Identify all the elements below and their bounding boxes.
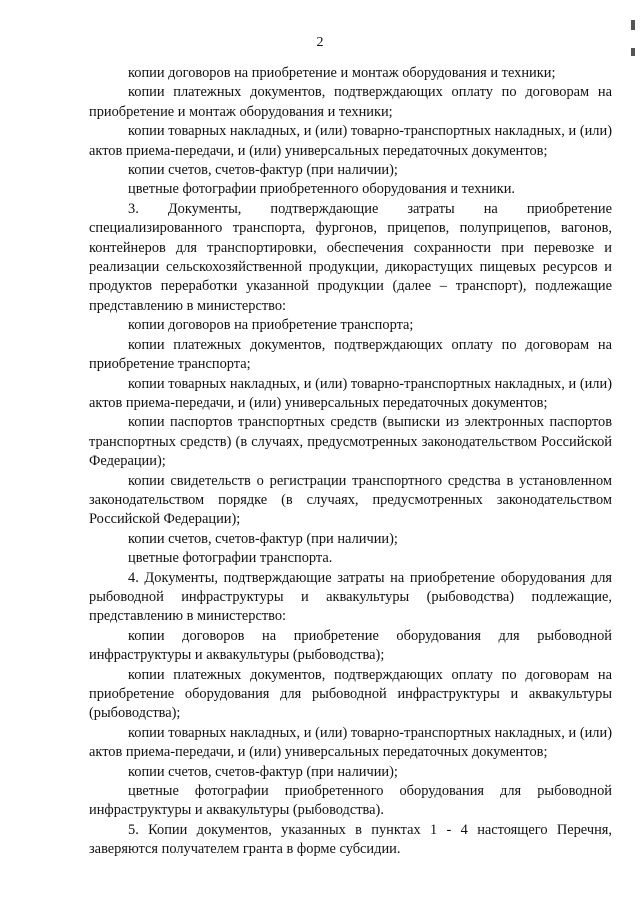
paragraph: цветные фотографии приобретенного оборудования и техники. xyxy=(128,181,515,198)
paragraph: копии счетов, счетов-фактур (при наличии); xyxy=(128,763,398,780)
paragraph: копии товарных накладных, и (или) товарно-транспортных накладных, и (или) актов приема-передачи, и (или) универсальных передаточных документов; xyxy=(89,375,612,411)
paragraph: копии счетов, счетов-фактур (при наличии); xyxy=(128,162,398,179)
paragraph: 4. Документы, подтверждающие затраты на приобретение оборудования для рыбоводной инфраструктуры и аквакультуры (рыбоводства) подлежащие, представлению в министерство: xyxy=(89,569,612,625)
paragraph: 5. Копии документов, указанных в пунктах 1 - 4 настоящего Перечня, заверяются получателем гранта в форме субсидии. xyxy=(89,821,612,858)
document-body xyxy=(89,64,612,860)
paragraph: копии платежных документов, подтверждающих оплату по договорам на приобретение и монтаж оборудования и техники; xyxy=(89,84,612,120)
scan-edge-mark-top xyxy=(631,20,635,30)
paragraph: копии свидетельств о регистрации транспортного средства в установленном законодательством порядке (в случаях, предусмотренных законодательством Российской Федерации); xyxy=(89,472,612,528)
paragraph: копии товарных накладных, и (или) товарно-транспортных накладных, и (или) актов приема-передачи, и (или) универсальных передаточных документов; xyxy=(89,123,612,159)
paragraph: копии договоров на приобретение транспорта; xyxy=(128,317,414,334)
paragraph: 3. Документы, подтверждающие затраты на приобретение специализированного транспорта, фургонов, прицепов, полуприцепов, вагонов, контейнеров для транспортировки, обеспечения сохранности при перевозке и реализации сельскохозяйственной продукции, дикорастущих пищевых ресурсов и продуктов переработки указанной продукции (далее – транспорт), подлежащие представлению в министерство: xyxy=(89,200,612,314)
paragraph: копии паспортов транспортных средств (выписки из электронных паспортов транспортных средств) (в случаях, предусмотренных законодательством Российской Федерации); xyxy=(89,414,612,470)
paragraph: копии договоров на приобретение и монтаж оборудования и техники; xyxy=(128,65,556,81)
paragraph: копии счетов, счетов-фактур (при наличии); xyxy=(128,530,398,547)
paragraph: копии платежных документов, подтверждающих оплату по договорам на приобретение транспорта; xyxy=(89,336,612,373)
paragraph: копии договоров на приобретение оборудования для рыбоводной инфраструктуры и аквакультуры (рыбоводства); xyxy=(89,627,612,664)
page-number: 2 xyxy=(316,35,324,50)
paragraph: копии товарных накладных, и (или) товарно-транспортных накладных, и (или) актов приема-передачи, и (или) универсальных передаточных документов; xyxy=(89,724,612,761)
paragraph: цветные фотографии транспорта. xyxy=(128,550,333,567)
paragraph: копии платежных документов, подтверждающих оплату по договорам на приобретение оборудования для рыбоводной инфраструктуры и аквакультуры (рыбоводства); xyxy=(89,666,612,722)
paragraph: цветные фотографии приобретенного оборудования для рыбоводной инфраструктуры и аквакультуры (рыбоводства). xyxy=(89,783,612,819)
scan-edge-mark-bottom xyxy=(631,48,635,56)
